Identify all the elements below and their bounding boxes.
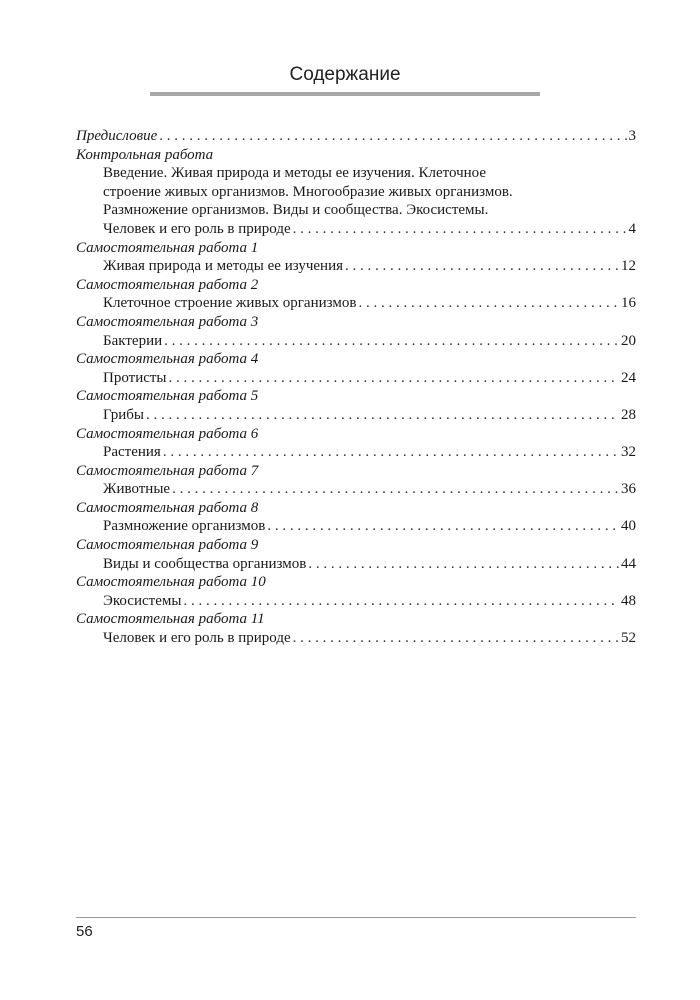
dot-leader bbox=[164, 332, 619, 351]
toc-entry-preface[interactable] bbox=[76, 127, 636, 146]
toc-entry-label: Грибы bbox=[103, 406, 144, 423]
toc-entry-label: Бактерии bbox=[103, 332, 163, 349]
toc-section-heading: Самостоятельная работа 10 bbox=[76, 574, 266, 591]
toc-entry-page: 48 bbox=[621, 592, 636, 609]
toc-section-heading: Самостоятельная работа 6 bbox=[76, 425, 259, 442]
dot-leader bbox=[293, 629, 619, 648]
toc-entry-label: Растения bbox=[103, 444, 161, 461]
dot-leader bbox=[172, 480, 619, 499]
dot-leader bbox=[163, 443, 619, 462]
toc-entry[interactable] bbox=[76, 517, 636, 536]
dot-leader bbox=[293, 220, 627, 239]
dot-leader bbox=[358, 294, 619, 313]
toc-entry-label: Животные bbox=[103, 481, 171, 498]
toc-entry[interactable] bbox=[76, 332, 636, 351]
toc-section-heading: Самостоятельная работа 4 bbox=[76, 351, 259, 368]
toc-entry-page: 20 bbox=[621, 332, 636, 349]
toc-section-work-7 bbox=[76, 462, 636, 499]
dot-leader bbox=[146, 406, 619, 425]
toc-entry[interactable] bbox=[76, 294, 636, 313]
toc-section-heading: Самостоятельная работа 3 bbox=[76, 313, 259, 330]
toc-entry-label: Протисты bbox=[103, 369, 167, 386]
title-underline bbox=[150, 92, 540, 96]
toc-entry-page: 52 bbox=[621, 630, 636, 647]
toc-entry-label: Клеточное строение живых организмов bbox=[103, 295, 357, 312]
toc-entry-page: 4 bbox=[628, 220, 636, 237]
toc-section-heading: Самостоятельная работа 1 bbox=[76, 239, 259, 256]
dot-leader bbox=[345, 257, 619, 276]
table-of-contents bbox=[76, 127, 636, 648]
toc-section-work-9 bbox=[76, 536, 636, 573]
toc-entry-page: 12 bbox=[621, 258, 636, 275]
toc-section-work-6 bbox=[76, 425, 636, 462]
toc-entry-page: 16 bbox=[621, 295, 636, 312]
toc-section-work-1 bbox=[76, 239, 636, 276]
toc-section-heading: Самостоятельная работа 7 bbox=[76, 462, 259, 479]
toc-entry[interactable] bbox=[76, 592, 636, 611]
toc-entry[interactable] bbox=[76, 257, 636, 276]
toc-entry[interactable] bbox=[76, 629, 636, 648]
toc-entry-label: Виды и сообщества организмов bbox=[103, 555, 307, 572]
dot-leader bbox=[183, 592, 619, 611]
toc-section-work-2 bbox=[76, 276, 636, 313]
toc-entry-control[interactable] bbox=[76, 220, 636, 239]
toc-entry-label: Живая природа и методы ее изучения bbox=[103, 258, 343, 275]
toc-section-work-4 bbox=[76, 350, 636, 387]
page-title: Содержание bbox=[289, 64, 401, 85]
toc-entry[interactable] bbox=[76, 406, 636, 425]
toc-entry-label: Предисловие bbox=[76, 128, 158, 144]
toc-entry-page: 28 bbox=[621, 406, 636, 423]
toc-section-work-8 bbox=[76, 499, 636, 536]
toc-section-heading: Контрольная работа bbox=[76, 146, 214, 163]
toc-entry-page: 36 bbox=[621, 481, 636, 498]
dot-leader bbox=[159, 127, 626, 146]
toc-entry-label: Размножение организмов bbox=[103, 518, 266, 535]
toc-entry[interactable] bbox=[76, 555, 636, 574]
page-number: 56 bbox=[76, 923, 93, 940]
toc-description-line: Введение. Живая природа и методы ее изучения. Клеточное bbox=[103, 165, 486, 182]
toc-entry-label: Человек и его роль в природе bbox=[103, 220, 291, 237]
toc-entry-page: 32 bbox=[621, 444, 636, 461]
toc-entry-page: 44 bbox=[621, 555, 636, 572]
toc-section-work-10 bbox=[76, 573, 636, 610]
toc-section-work-11 bbox=[76, 610, 636, 647]
dot-leader bbox=[267, 517, 619, 536]
footer-divider bbox=[76, 917, 636, 918]
toc-entry-page: 40 bbox=[621, 518, 636, 535]
toc-entry-label: Экосистемы bbox=[103, 592, 182, 609]
toc-section-heading: Самостоятельная работа 2 bbox=[76, 276, 259, 293]
toc-section-heading: Самостоятельная работа 5 bbox=[76, 388, 259, 405]
toc-entry-label: Человек и его роль в природе bbox=[103, 630, 291, 647]
toc-section-work-3 bbox=[76, 313, 636, 350]
toc-entry[interactable] bbox=[76, 443, 636, 462]
toc-description-line: Размножение организмов. Виды и сообщества. Экосистемы. bbox=[103, 202, 489, 219]
dot-leader bbox=[169, 369, 619, 388]
toc-entry-page: 3 bbox=[628, 128, 636, 144]
toc-entry-page: 24 bbox=[621, 369, 636, 386]
toc-section-control bbox=[76, 146, 636, 239]
toc-description-line: строение живых организмов. Многообразие живых организмов. bbox=[103, 183, 513, 200]
toc-section-heading: Самостоятельная работа 8 bbox=[76, 499, 259, 516]
toc-entry[interactable] bbox=[76, 480, 636, 499]
toc-section-heading: Самостоятельная работа 9 bbox=[76, 537, 259, 554]
toc-entry[interactable] bbox=[76, 369, 636, 388]
toc-section-heading: Самостоятельная работа 11 bbox=[76, 611, 265, 628]
toc-section-work-5 bbox=[76, 387, 636, 424]
dot-leader bbox=[308, 555, 619, 574]
